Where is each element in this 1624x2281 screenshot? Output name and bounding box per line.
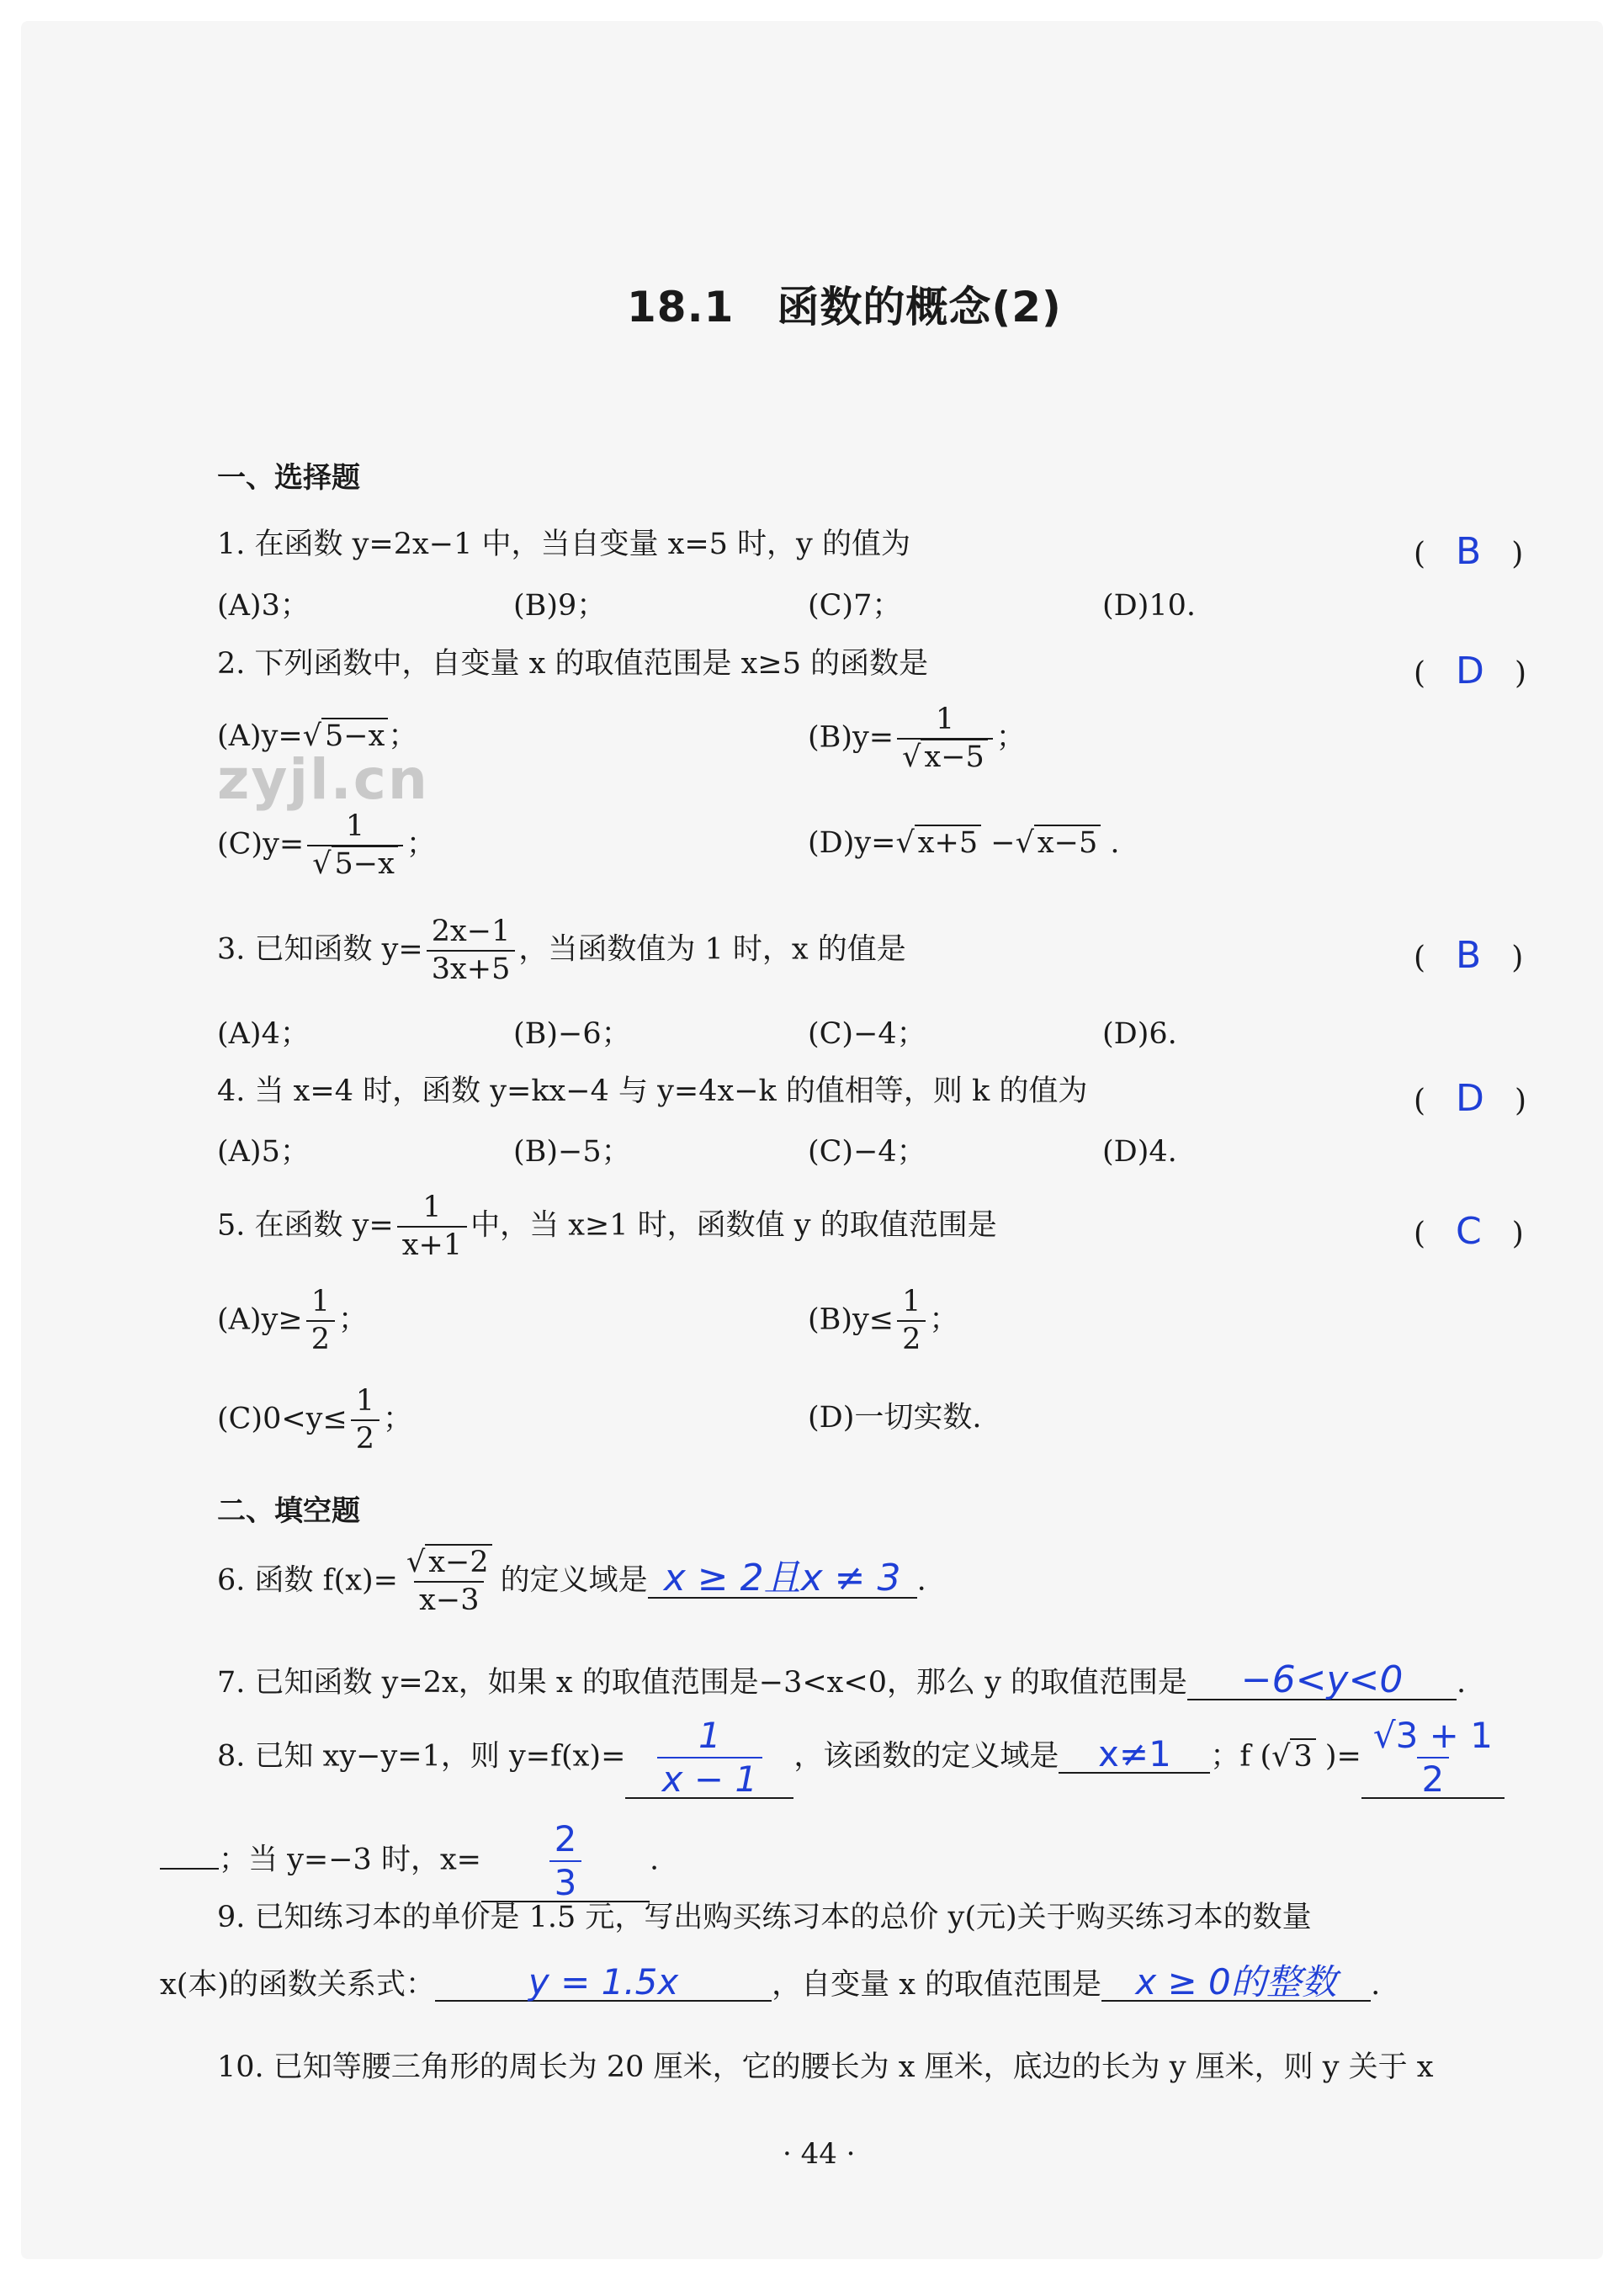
question-6-answer: x ≥ 2且x ≠ 3	[663, 1556, 901, 1599]
question-7	[217, 1658, 1467, 1701]
numerator: √ x−2	[401, 1548, 497, 1581]
stem: 7. 已知函数 y=2x，如果 x 的取值范围是−3<x<0，那么 y 的取值范围是	[217, 1666, 1188, 1700]
answer-blank[interactable]	[625, 1715, 793, 1800]
question-4-option-a: (A)5；	[217, 1135, 310, 1169]
stem-prefix: 8. 已知 xy−y=1，则 y=f(x)=	[217, 1739, 626, 1774]
stem-prefix: x(本)的函数关系式：	[160, 1968, 436, 2002]
radicand: 5−x	[321, 718, 388, 753]
question-5-answer: C	[1456, 1210, 1482, 1253]
question-3-option-b: (B)−6；	[513, 1017, 631, 1051]
stem-prefix: 3. 已知函数 y=	[217, 932, 423, 967]
numerator: 2	[554, 1818, 577, 1859]
option-b-suffix: ；	[929, 1302, 959, 1337]
fraction	[351, 1384, 379, 1456]
answer-blank[interactable]	[435, 1961, 772, 2003]
denominator: x−3	[414, 1581, 484, 1615]
question-8-answer-2: x≠1	[1098, 1732, 1171, 1774]
radicand: x−2	[425, 1544, 491, 1579]
period: .	[916, 1563, 926, 1598]
question-7-answer: −6<y<0	[1240, 1658, 1404, 1701]
numerator: 1	[422, 1191, 442, 1224]
denominator: 3x+5	[427, 950, 516, 984]
stem-suffix: 的定义域是	[500, 1563, 648, 1598]
question-9-line-2	[160, 1961, 1381, 2003]
denominator: x − 1	[657, 1757, 762, 1797]
denominator: 3	[549, 1860, 582, 1901]
stem-middle: ；f (	[1210, 1739, 1272, 1774]
fraction	[427, 917, 516, 984]
fraction	[401, 1548, 497, 1615]
answer-blank[interactable]	[1187, 1658, 1457, 1701]
answer-blank-continued	[160, 1868, 219, 1870]
option-b-suffix: ；	[995, 720, 1026, 755]
period: .	[1371, 1968, 1381, 2002]
page-title: 18.1 函数的概念(2)	[627, 283, 1062, 332]
radicand: 5−x	[332, 846, 398, 881]
question-5-answer-box: ( C )	[1414, 1210, 1524, 1253]
question-9-answer-2: x ≥ 0的整数	[1135, 1961, 1337, 2003]
stem-prefix: 5. 在函数 y=	[217, 1208, 394, 1243]
denominator: x+1	[397, 1226, 467, 1260]
option-a-prefix: (A)y=	[217, 719, 303, 753]
numerator: 2x−1	[431, 915, 511, 948]
question-2-option-c	[217, 809, 436, 881]
fraction	[307, 809, 403, 881]
radicand: 3	[1290, 1738, 1315, 1774]
answer-blank[interactable]	[1361, 1715, 1505, 1800]
stem-suffix: ，当函数值为 1 时，x 的值是	[518, 932, 906, 967]
question-3-stem	[217, 917, 906, 984]
question-5-option-d: (D)一切实数.	[808, 1401, 982, 1435]
question-5-stem	[217, 1193, 997, 1260]
numerator: 1	[698, 1715, 721, 1756]
minus: −	[981, 826, 1016, 860]
answer-blank[interactable]	[648, 1556, 917, 1599]
question-1-option-b: (B)9；	[513, 589, 607, 623]
period: .	[650, 1843, 660, 1877]
sqrt: √ 5−x	[303, 722, 389, 751]
denominator: 2	[351, 1419, 379, 1454]
option-b-prefix: (B)y≤	[808, 1302, 894, 1337]
answer-blank[interactable]	[1101, 1961, 1371, 2003]
question-4-answer-box: ( D )	[1414, 1077, 1526, 1120]
question-4-option-c: (C)−4；	[808, 1135, 926, 1169]
radicand: x−5	[921, 739, 987, 774]
numerator: 1	[310, 1285, 330, 1318]
page-number: · 44 ·	[783, 2137, 856, 2171]
question-9-line-1: 9. 已知练习本的单价是 1.5 元，写出购买练习本的总价 y(元)关于购买练习本的数量	[217, 1901, 1312, 1934]
question-1-option-a: (A)3；	[217, 589, 310, 623]
question-6	[217, 1548, 926, 1615]
denominator: √ 5−x	[307, 845, 403, 879]
question-8-answer-4	[549, 1818, 582, 1903]
numerator: √3 + 1	[1372, 1715, 1493, 1756]
stem-middle: ，自变量 x 的取值范围是	[772, 1968, 1102, 2002]
question-4-option-b: (B)−5；	[513, 1135, 631, 1169]
option-d-prefix: (D)y=	[808, 826, 896, 860]
question-9-answer-1: y = 1.5x	[528, 1961, 679, 2003]
question-5-option-b	[808, 1287, 958, 1355]
denominator: 2	[897, 1320, 926, 1355]
section-heading-choice: 一、选择题	[217, 461, 360, 495]
question-1-answer: B	[1456, 530, 1482, 573]
question-1-stem: 1. 在函数 y=2x−1 中，当自变量 x=5 时，y 的值为	[217, 528, 910, 561]
stem-suffix: ；当 y=−3 时，x=	[219, 1843, 482, 1877]
question-1-answer-box: ( B )	[1414, 530, 1524, 573]
option-b-prefix: (B)y=	[808, 720, 894, 755]
question-3-answer: B	[1456, 934, 1482, 977]
question-2-answer-box: ( D )	[1414, 650, 1526, 692]
numerator: 1	[355, 1384, 375, 1418]
radicand: x−5	[1034, 825, 1101, 860]
answer-blank[interactable]	[1059, 1732, 1210, 1774]
question-5-option-a	[217, 1287, 368, 1355]
question-2-option-b	[808, 705, 1026, 772]
question-4-option-d: (D)4.	[1102, 1135, 1177, 1169]
question-1-option-c: (C)7；	[808, 589, 902, 623]
denominator: 2	[1417, 1757, 1450, 1797]
stem-suffix: 中，当 x≥1 时，函数值 y 的取值范围是	[470, 1208, 997, 1243]
stem-middle: )=	[1315, 1739, 1361, 1774]
option-c-prefix: (C)y=	[217, 827, 305, 862]
question-4-stem: 4. 当 x=4 时，函数 y=kx−4 与 y=4x−k 的值相等，则 k 的值为	[217, 1074, 1088, 1108]
question-3-option-c: (C)−4；	[808, 1017, 926, 1051]
question-8-answer-1	[657, 1715, 762, 1800]
question-2-answer: D	[1456, 650, 1484, 692]
denominator: √ x−5	[897, 738, 993, 772]
fraction	[897, 1287, 926, 1355]
question-3-option-d: (D)6.	[1102, 1017, 1177, 1051]
option-d-suffix: .	[1101, 826, 1120, 860]
option-a-prefix: (A)y≥	[217, 1302, 303, 1337]
question-2-stem: 2. 下列函数中，自变量 x 的取值范围是 x≥5 的函数是	[217, 647, 929, 681]
sqrt: √ x+5	[895, 829, 981, 858]
option-a-suffix: ；	[337, 1302, 368, 1337]
section-heading-fill: 二、填空题	[217, 1494, 360, 1528]
question-8-answer-3	[1368, 1715, 1498, 1800]
question-4-answer: D	[1456, 1077, 1484, 1120]
fraction	[397, 1193, 467, 1260]
question-1-option-d: (D)10.	[1102, 589, 1197, 623]
sqrt: √ 3	[1271, 1743, 1316, 1772]
option-a-suffix: ；	[388, 719, 418, 753]
question-5-option-c	[217, 1384, 413, 1456]
stem-prefix: 6. 函数 f(x)=	[217, 1563, 398, 1598]
fraction	[306, 1287, 335, 1355]
option-c-suffix: ；	[383, 1402, 413, 1436]
question-3-answer-box: ( B )	[1414, 934, 1524, 977]
answer-blank[interactable]	[481, 1818, 650, 1903]
question-2-option-d	[808, 826, 1120, 860]
stem-middle: ，该函数的定义域是	[793, 1739, 1059, 1774]
period: .	[1457, 1666, 1467, 1700]
question-8-line-2	[160, 1818, 660, 1903]
watermark: zyjl.cn	[217, 747, 429, 812]
question-2-option-a	[217, 719, 418, 753]
question-8	[217, 1715, 1505, 1800]
option-c-suffix: ；	[406, 827, 436, 862]
sqrt: √ x−5	[1016, 829, 1101, 858]
option-c-prefix: (C)0<y≤	[217, 1402, 348, 1436]
numerator: 1	[902, 1285, 921, 1318]
denominator: 2	[306, 1320, 335, 1355]
question-3-option-a: (A)4；	[217, 1017, 310, 1051]
fraction	[897, 705, 993, 772]
radicand: x+5	[915, 825, 981, 860]
numerator: 1	[345, 809, 365, 843]
numerator: 1	[935, 703, 955, 736]
question-10-line-1: 10. 已知等腰三角形的周长为 20 厘米，它的腰长为 x 厘米，底边的长为 y 厘米，则 y 关于 x	[217, 2050, 1434, 2084]
